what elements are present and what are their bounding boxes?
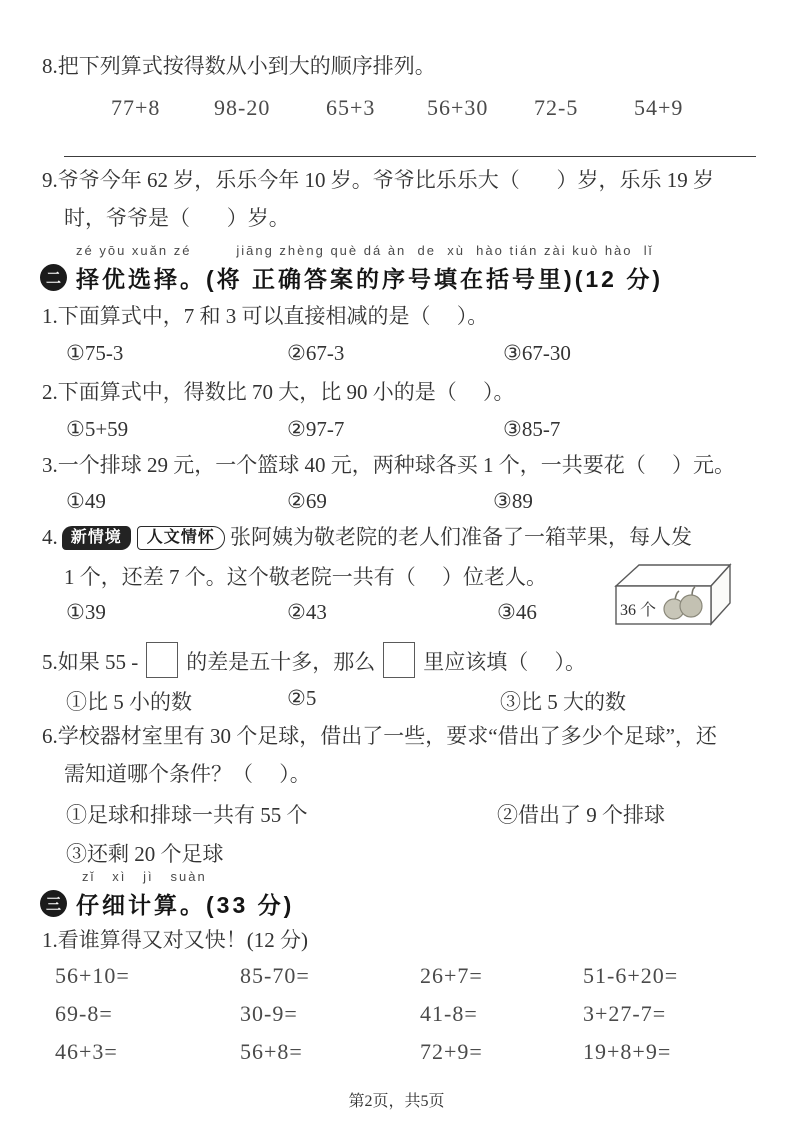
choice-q4-option-2: ②43 xyxy=(287,600,327,624)
choice-q5-text xyxy=(42,642,586,678)
choice-q6-option-1: ①足球和排球一共有 55 个 xyxy=(66,803,308,827)
choice-q3-option-1: ①49 xyxy=(66,489,106,513)
q8-expression: 56+30 xyxy=(427,95,489,120)
question-8-text: 8.把下列算式按得数从小到大的顺序排列。 xyxy=(42,54,436,78)
choice-q2-option-1: ①5+59 xyxy=(66,417,129,441)
calc-item: 30-9= xyxy=(240,1001,298,1026)
choice-q4-option-1: ①39 xyxy=(66,600,106,624)
apple-box-illustration xyxy=(613,562,735,628)
choice-q5-option-2: ②5 xyxy=(287,686,317,710)
calc-item: 85-70= xyxy=(240,963,310,988)
q8-expression: 72-5 xyxy=(534,95,579,120)
calc-item: 56+10= xyxy=(55,963,130,988)
section-3-marker-icon: 三 xyxy=(40,890,67,917)
choice-q3-option-2: ②69 xyxy=(287,489,327,513)
choice-q3-text: 3.一个排球 29 元，一个篮球 40 元，两种球各买 1 个，一共要花（ ）元。 xyxy=(42,453,735,477)
section-2-marker-icon: 二 xyxy=(40,264,67,291)
calc-item: 69-8= xyxy=(55,1001,113,1026)
answer-box xyxy=(146,642,178,678)
choice-q6-option-3: ③还剩 20 个足球 xyxy=(66,842,224,866)
section-2-title: 择优选择。(将 正确答案的序号填在括号里)(12 分) xyxy=(76,266,663,292)
choice-q6-option-2: ②借出了 9 个排球 xyxy=(497,803,665,827)
answer-box xyxy=(383,642,415,678)
choice-q5-part2: 的差是五十多，那么 xyxy=(186,650,376,674)
section-2-header xyxy=(40,261,663,294)
section-3-header xyxy=(40,887,294,920)
choice-q4-option-3: ③46 xyxy=(497,600,537,624)
choice-q2-option-2: ②97-7 xyxy=(287,417,345,441)
apple-icon xyxy=(680,595,702,617)
section-3-pinyin: zǐ xì jì suàn xyxy=(82,869,207,884)
choice-q5-option-1: ①比 5 小的数 xyxy=(66,690,192,714)
section-3-title: 仔细计算。(33 分) xyxy=(76,892,295,918)
choice-q2-text: 2.下面算式中，得数比 70 大，比 90 小的是（ ）。 xyxy=(42,380,515,404)
q8-expression: 65+3 xyxy=(326,95,376,120)
apple-box-label: 36 个 xyxy=(620,602,657,619)
question-9-line1: 9.爷爷今年 62 岁，乐乐今年 10 岁。爷爷比乐乐大（ ）岁，乐乐 19 岁 xyxy=(42,168,714,192)
choice-q4-line1-text: 张阿姨为敬老院的老人们准备了一箱苹果，每人发 xyxy=(224,525,693,549)
choice-q1-text: 1.下面算式中，7 和 3 可以直接相减的是（ ）。 xyxy=(42,304,489,328)
q8-expression: 77+8 xyxy=(111,95,161,120)
choice-q1-option-3: ③67-30 xyxy=(503,341,571,365)
q8-expression: 54+9 xyxy=(634,95,684,120)
q8-expression: 98-20 xyxy=(214,95,271,120)
choice-q3-option-3: ③89 xyxy=(493,489,533,513)
calc-item: 19+8+9= xyxy=(583,1039,672,1064)
choice-q6-line2: 需知道哪个条件？（ ）。 xyxy=(64,762,311,786)
choice-q2-option-3: ③85-7 xyxy=(503,417,561,441)
calc-item: 51-6+20= xyxy=(583,963,679,988)
choice-q1-option-2: ②67-3 xyxy=(287,341,345,365)
humanity-badge: 人文情怀 xyxy=(137,526,225,550)
calc-item: 26+7= xyxy=(420,963,483,988)
choice-q5-part1: 5.如果 55 - xyxy=(42,650,139,674)
choice-q4-line2: 1 个，还差 7 个。这个敬老院一共有（ ）位老人。 xyxy=(64,565,547,589)
answer-line xyxy=(64,156,756,157)
page-number: 第2页，共5页 xyxy=(348,1093,445,1110)
new-context-badge: 新情境 xyxy=(62,526,131,550)
choice-q4-number: 4. xyxy=(42,525,58,549)
calc-item: 46+3= xyxy=(55,1039,118,1064)
choice-q6-line1: 6.学校器材室里有 30 个足球，借出了一些，要求“借出了多少个足球”，还 xyxy=(42,724,717,748)
section-2-pinyin: zé yōu xuǎn zé jiāng zhèng què dá àn de xù hào tián zài kuò hào lǐ xyxy=(76,243,654,258)
calc-item: 72+9= xyxy=(420,1039,483,1064)
calc-item: 41-8= xyxy=(420,1001,478,1026)
question-9-line2: 时，爷爷是（ ）岁。 xyxy=(64,206,290,230)
choice-q1-option-1: ①75-3 xyxy=(66,341,124,365)
calc-item: 56+8= xyxy=(240,1039,303,1064)
calc-q1-text: 1.看谁算得又对又快！(12 分) xyxy=(42,928,308,952)
choice-q5-option-3: ③比 5 大的数 xyxy=(500,690,626,714)
choice-q4-line1 xyxy=(42,525,692,550)
calc-item: 3+27-7= xyxy=(583,1001,667,1026)
choice-q5-part3: 里应该填（ ）。 xyxy=(423,650,586,674)
